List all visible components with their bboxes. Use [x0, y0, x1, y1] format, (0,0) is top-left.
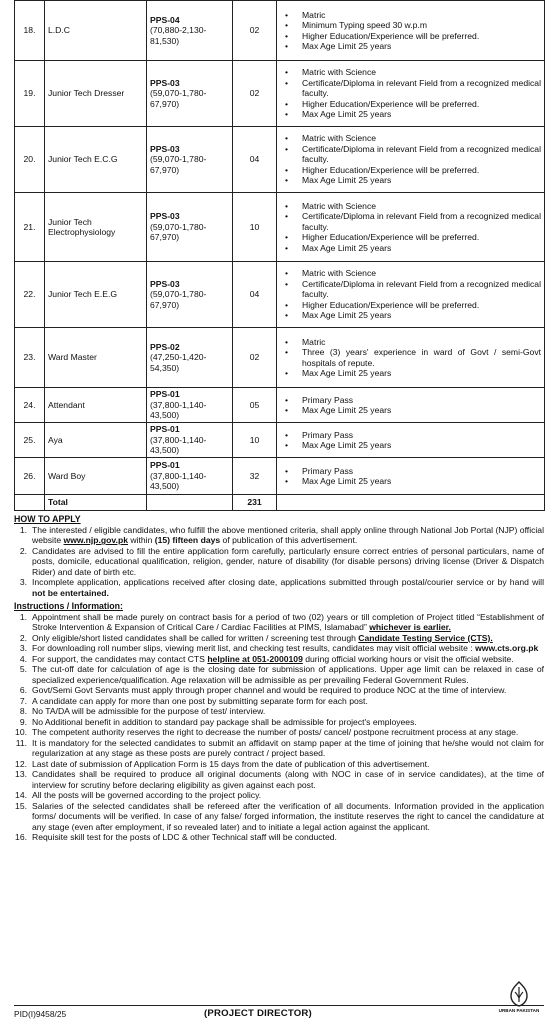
list-item [14, 643, 544, 653]
scale-range: (37,800-1,140-43,500) [150, 399, 207, 421]
item-text: Incomplete application, applications received after closing date, applications submitted through postal/courier service or by hand will [32, 577, 544, 588]
total-blank-cell [277, 495, 545, 511]
qualification-item: • Higher Education/Experience will be preferred. [280, 99, 541, 109]
qualification-item: • Primary Pass [280, 395, 541, 405]
list-item [14, 801, 544, 832]
serial-number-cell: 22. [15, 262, 45, 328]
item-text: Candidates are advised to fill the entire application form carefully, particularly ensure correct entries of personal particulars, name of posts, domicile, educational qualification, religion, gender, nature of disability (for disable persons) driving license (Driver & Dispatch Rider) and date of birth etc. [32, 545, 544, 577]
how-to-apply-title: HOW TO APPLY [14, 514, 81, 524]
scale-code: PPS-03 [150, 143, 180, 154]
qualification-item: • Higher Education/Experience will be preferred. [280, 232, 541, 242]
item-text: No Additional benefit in addition to standard pay package shall be admissible for project's employees. [32, 716, 417, 727]
list-item [14, 664, 544, 685]
post-name-cell: Junior Tech Electrophysiology [45, 193, 147, 262]
item-number: 11. [15, 737, 27, 748]
table-row [15, 423, 545, 458]
serial-number-cell: 23. [15, 328, 45, 388]
total-row [15, 495, 545, 511]
qualification-item: • Matric with Science [280, 201, 541, 211]
qualification-item: • Certificate/Diploma in relevant Field from a recognized medical faculty. [280, 78, 541, 99]
qualification-list [280, 466, 541, 487]
advertisement-page [14, 0, 544, 842]
item-text: Candidates shall be required to produce all original documents (along with NOC in case of in service candidates), at the time of interview for scrutiny before declaring eligibility as given against each post. [32, 769, 544, 790]
list-item [14, 577, 544, 598]
list-item [14, 727, 544, 737]
qualification-item: • Higher Education/Experience will be preferred. [280, 31, 541, 41]
project-director-signature: (PROJECT DIRECTOR) [204, 1008, 312, 1019]
serial-number-cell: 21. [15, 193, 45, 262]
item-text[interactable]: www.njp.gov.pk [63, 535, 128, 546]
post-name-cell: Aya [45, 423, 147, 458]
item-text: Appointment shall be made purely on contract basis for a period of two (02) years or till completion of Project titled “Establishment of Stroke Intervention & Expansion of Critical Care / Cardiac Facilities at PIMS, Islamabad” [32, 611, 544, 633]
qualification-list [280, 10, 541, 52]
list-item [14, 685, 544, 695]
qualification-item: • Max Age Limit 25 years [280, 175, 541, 185]
table-row [15, 61, 545, 127]
scale-range: (47,250-1,420-54,350) [150, 352, 207, 373]
item-number: 9. [19, 716, 27, 727]
item-number: 8. [19, 706, 27, 717]
qualification-item: • Max Age Limit 25 years [280, 41, 541, 51]
list-item [14, 525, 544, 546]
post-count-cell: 02 [233, 61, 277, 127]
qualification-cell [277, 262, 545, 328]
list-item [14, 546, 544, 577]
qualification-item: • Matric [280, 337, 541, 347]
list-item [14, 706, 544, 716]
item-text: It is mandatory for the selected candidates to submit an affidavit on stamp paper at the time of joining that he/she would not claim for regularization at any stage as these posts are purely contract / project based. [32, 737, 544, 759]
list-item [14, 696, 544, 706]
scale-code: PPS-01 [150, 460, 180, 471]
qualification-item: • Max Age Limit 25 years [280, 243, 541, 253]
scale-range: (37,800-1,140-43,500) [150, 434, 207, 456]
post-count-cell: 10 [233, 193, 277, 262]
item-number: 7. [19, 695, 27, 706]
table-row [15, 193, 545, 262]
scale-range: (59,070-1,780-67,970) [150, 221, 207, 243]
how-to-apply-list [14, 525, 544, 598]
table-row [15, 127, 545, 193]
list-item [14, 654, 544, 664]
list-item [14, 769, 544, 790]
item-number: 2. [19, 545, 27, 556]
instructions-title: Instructions / Information: [14, 601, 123, 612]
post-name-cell: Junior Tech E.E.G [45, 262, 147, 328]
qualification-item: • Matric with Science [280, 67, 541, 77]
scale-code: PPS-01 [150, 424, 180, 435]
qualification-item: • Max Age Limit 25 years [280, 109, 541, 119]
item-number: 3. [19, 577, 27, 588]
qualification-cell [277, 328, 545, 388]
list-item [14, 738, 544, 759]
item-number: 5. [19, 664, 27, 675]
item-number: 13. [15, 769, 27, 780]
serial-number-cell: 26. [15, 458, 45, 495]
item-text: www.cts.org.pk [475, 643, 539, 654]
emblem-icon [506, 980, 532, 1008]
qualification-item: • Higher Education/Experience will be preferred. [280, 165, 541, 175]
post-count-cell: 02 [233, 1, 277, 61]
item-text: For downloading roll number slips, viewing merit list, and checking test results, candidates may visit official website : [32, 643, 476, 654]
post-name-cell: Ward Boy [45, 458, 147, 495]
serial-number-cell: 25. [15, 423, 45, 458]
item-text: within [127, 535, 155, 546]
scale-code: PPS-03 [150, 211, 180, 222]
item-text: No TA/DA will be admissible for the purpose of test/ interview. [32, 706, 266, 717]
pay-scale-cell [147, 127, 233, 193]
pay-scale-cell [147, 1, 233, 61]
post-count-cell: 05 [233, 388, 277, 423]
serial-number-cell: 18. [15, 1, 45, 61]
qualification-item: • Max Age Limit 25 years [280, 310, 541, 320]
posts-table [14, 0, 545, 511]
qualification-item: • Primary Pass [280, 430, 541, 440]
item-text: The cut-off date for calculation of age is the closing date for submission of applications. Upper age limit can be relaxed in case of specialized experience/qualification. Age relaxation will be admissible as per prevailing Federal Government Rules. [32, 664, 544, 685]
item-text: Govt/Semi Govt Servants must apply through proper channel and would be required to produce NOC at the time of interview. [32, 685, 507, 696]
item-number: 10. [15, 727, 27, 738]
item-number: 6. [19, 685, 27, 696]
pay-scale-cell [147, 193, 233, 262]
post-name-cell: Junior Tech E.C.G [45, 127, 147, 193]
qualification-cell [277, 61, 545, 127]
item-number: 1. [19, 611, 27, 622]
scale-code: PPS-03 [150, 278, 180, 289]
table-row [15, 262, 545, 328]
qualification-item: • Matric with Science [280, 268, 541, 278]
qualification-cell [277, 388, 545, 423]
table-row [15, 1, 545, 61]
emblem-caption: URBAN PAKISTAN [498, 1008, 540, 1013]
item-text: not be entertained. [32, 587, 109, 598]
scale-range: (59,070-1,780-67,970) [150, 289, 207, 310]
serial-number-cell: 20. [15, 127, 45, 193]
list-item [14, 612, 544, 633]
item-text: whichever is earlier. [369, 622, 451, 633]
pay-scale-cell [147, 262, 233, 328]
scale-code: PPS-03 [150, 77, 180, 88]
qualification-item: • Max Age Limit 25 years [280, 440, 541, 450]
scale-range: (70,880-2,130-81,530) [150, 25, 207, 46]
item-text: For support, the candidates may contact CTS [32, 653, 208, 664]
item-text: (15) fifteen days [154, 535, 221, 546]
item-number: 1. [19, 524, 27, 535]
post-name-cell: Ward Master [45, 328, 147, 388]
qualification-item: • Max Age Limit 25 years [280, 368, 541, 378]
scale-range: (59,070-1,780-67,970) [150, 88, 207, 109]
qualification-item: • Certificate/Diploma in relevant Field from a recognized medical faculty. [280, 211, 541, 232]
item-text: of publication of this advertisement. [220, 535, 358, 546]
list-item [14, 832, 544, 842]
scale-range: (59,070-1,780-67,970) [150, 154, 207, 175]
qualification-list [280, 67, 541, 119]
instructions-section [14, 601, 544, 842]
qualification-cell [277, 1, 545, 61]
qualification-cell [277, 458, 545, 495]
qualification-item: • Higher Education/Experience will be preferred. [280, 300, 541, 310]
list-item [14, 790, 544, 800]
qualification-item: • Certificate/Diploma in relevant Field from a recognized medical faculty. [280, 144, 541, 165]
qualification-item: • Certificate/Diploma in relevant Field from a recognized medical faculty. [280, 279, 541, 300]
list-item [14, 717, 544, 727]
qualification-item: • Minimum Typing speed 30 w.p.m [280, 20, 541, 30]
post-count-cell: 32 [233, 458, 277, 495]
item-text: Last date of submission of Application Form is 15 days from the date of publication of this advertisement. [32, 758, 430, 769]
qualification-cell [277, 423, 545, 458]
table-row [15, 388, 545, 423]
how-to-apply-section [14, 514, 544, 598]
item-number: 4. [19, 653, 27, 664]
item-text: during official working hours or visit the official website. [302, 653, 514, 664]
total-blank-cell [147, 495, 233, 511]
total-count: 231 [233, 495, 277, 511]
qualification-cell [277, 193, 545, 262]
pay-scale-cell [147, 423, 233, 458]
item-text: Candidate Testing Service (CTS). [358, 632, 493, 643]
pid-number: PID(I)9458/25 [14, 1009, 67, 1019]
scale-code: PPS-04 [150, 14, 180, 25]
serial-number-cell: 19. [15, 61, 45, 127]
scale-range: (37,800-1,140-43,500) [150, 470, 207, 492]
pay-scale-cell [147, 388, 233, 423]
post-count-cell: 02 [233, 328, 277, 388]
item-text: helpline at 051-2000109 [207, 653, 303, 664]
item-text: Salaries of the selected candidates shall be refereed after the verification of all documents. Information provided in the application forms/ documents will be verified. In case of any false/ forged information, the institute reserves the right to cancel the candidature at any stage (even after employment, if so revealed later) and to initiate a legal action against the applicant. [32, 800, 544, 832]
table-row [15, 458, 545, 495]
qualification-item: • Three (3) years' experience in ward of Govt / semi-Govt hospitals of repute. [280, 347, 541, 368]
item-text: All the posts will be governed according to the project policy. [32, 790, 262, 801]
qualification-list [280, 430, 541, 451]
scale-code: PPS-01 [150, 389, 180, 400]
qualification-list [280, 395, 541, 416]
qualification-list [280, 337, 541, 379]
post-count-cell: 04 [233, 127, 277, 193]
post-name-cell: Attendant [45, 388, 147, 423]
pay-scale-cell [147, 458, 233, 495]
post-name-cell: L.D.C [45, 1, 147, 61]
list-item [14, 633, 544, 643]
item-text: A candidate can apply for more than one post by submitting separate form for each post. [32, 695, 368, 706]
table-row [15, 328, 545, 388]
item-text: Only eligible/short listed candidates shall be called for written / screening test through [32, 632, 359, 643]
post-name-cell: Junior Tech Dresser [45, 61, 147, 127]
scale-code: PPS-02 [150, 341, 180, 352]
qualification-list [280, 268, 541, 320]
qualification-list [280, 201, 541, 253]
qualification-item: • Matric [280, 10, 541, 20]
pay-scale-cell [147, 61, 233, 127]
item-number: 15. [15, 800, 27, 811]
list-item [14, 759, 544, 769]
item-text: The competent authority reserves the right to decrease the number of posts/ cancel/ postpone recruitment process at any stage. [32, 727, 519, 738]
item-number: 2. [19, 632, 27, 643]
item-number: 16. [15, 832, 27, 842]
serial-number-cell: 24. [15, 388, 45, 423]
item-text: The interested / eligible candidates, who fulfill the above mentioned criteria, shall apply online through National Job Portal (NJP) official website [32, 524, 544, 546]
qualification-item: • Primary Pass [280, 466, 541, 476]
qualification-item: • Max Age Limit 25 years [280, 476, 541, 486]
footer [14, 1005, 544, 1021]
qualification-item: • Matric with Science [280, 133, 541, 143]
post-count-cell: 04 [233, 262, 277, 328]
item-number: 3. [19, 643, 27, 654]
post-count-cell: 10 [233, 423, 277, 458]
qualification-cell [277, 127, 545, 193]
total-blank-cell [15, 495, 45, 511]
instructions-list [14, 612, 544, 843]
item-number: 12. [15, 758, 27, 769]
total-label: Total [45, 495, 147, 511]
pay-scale-cell [147, 328, 233, 388]
item-number: 14. [15, 790, 27, 801]
posts-table-body [15, 1, 545, 511]
qualification-item: • Max Age Limit 25 years [280, 405, 541, 415]
item-text: Requisite skill test for the posts of LDC & other Technical staff will be conducted. [32, 832, 337, 842]
qualification-list [280, 133, 541, 185]
